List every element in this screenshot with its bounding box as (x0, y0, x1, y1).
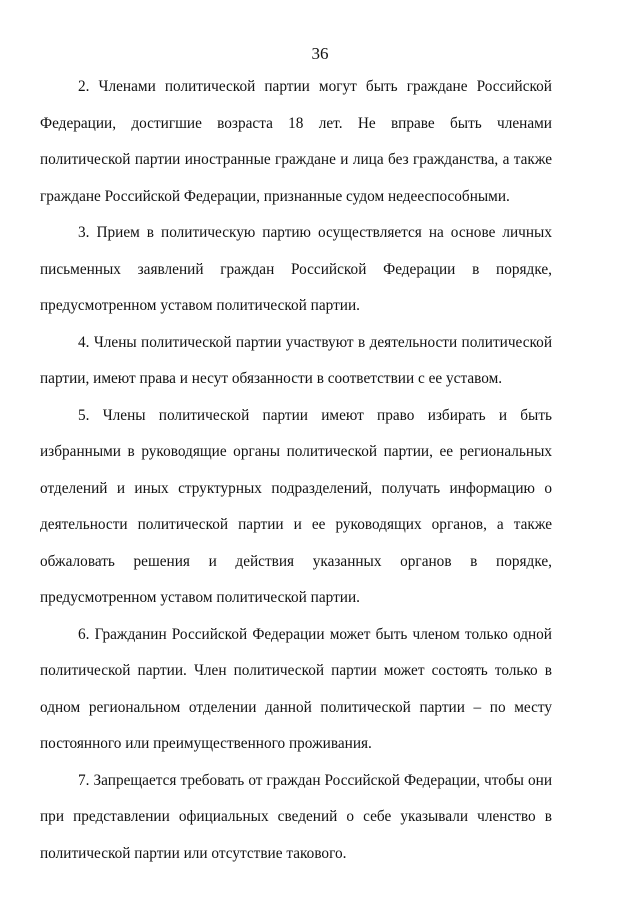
paragraph-6: 6. Гражданин Российской Федерации может быть членом только одной политической партии. Член политической партии может состоять только в одном региональном отделении данной политической партии – по месту постоянного или преимущественного проживания. (40, 625, 552, 752)
page-number: 36 (311, 44, 329, 63)
paragraph-5: 5. Члены политической партии имеют право избирать и быть избранными в руководящие органы политической партии, ее региональных отделений и иных структурных подразделений, получать информацию о деятельности политической партии и ее руководящих органов, а также обжаловать решения и действия указанных органов в порядке, предусмотренном уставом политической партии. (40, 406, 552, 606)
paragraph-3: 3. Прием в политическую партию осуществляется на основе личных письменных заявлений граждан Российской Федерации в порядке, предусмотренном уставом политической партии. (40, 224, 552, 314)
document-body (40, 69, 552, 872)
paragraph-4: 4. Члены политической партии участвуют в деятельности политической партии, имеют права и несут обязанности в соответствии с ее уставом. (40, 333, 552, 387)
paragraph-7: 7. Запрещается требовать от граждан Российской Федерации, чтобы они при представлении официальных сведений о себе указывали членство в политической партии или отсутствие такового. (40, 771, 552, 862)
paragraph-2: 2. Членами политической партии могут быть граждане Российской Федерации, достигшие возраста 18 лет. Не вправе быть членами политической партии иностранные граждане и лица без гражданства, а также граждане Российской Федерации, признанные судом недееспособными. (40, 78, 552, 205)
